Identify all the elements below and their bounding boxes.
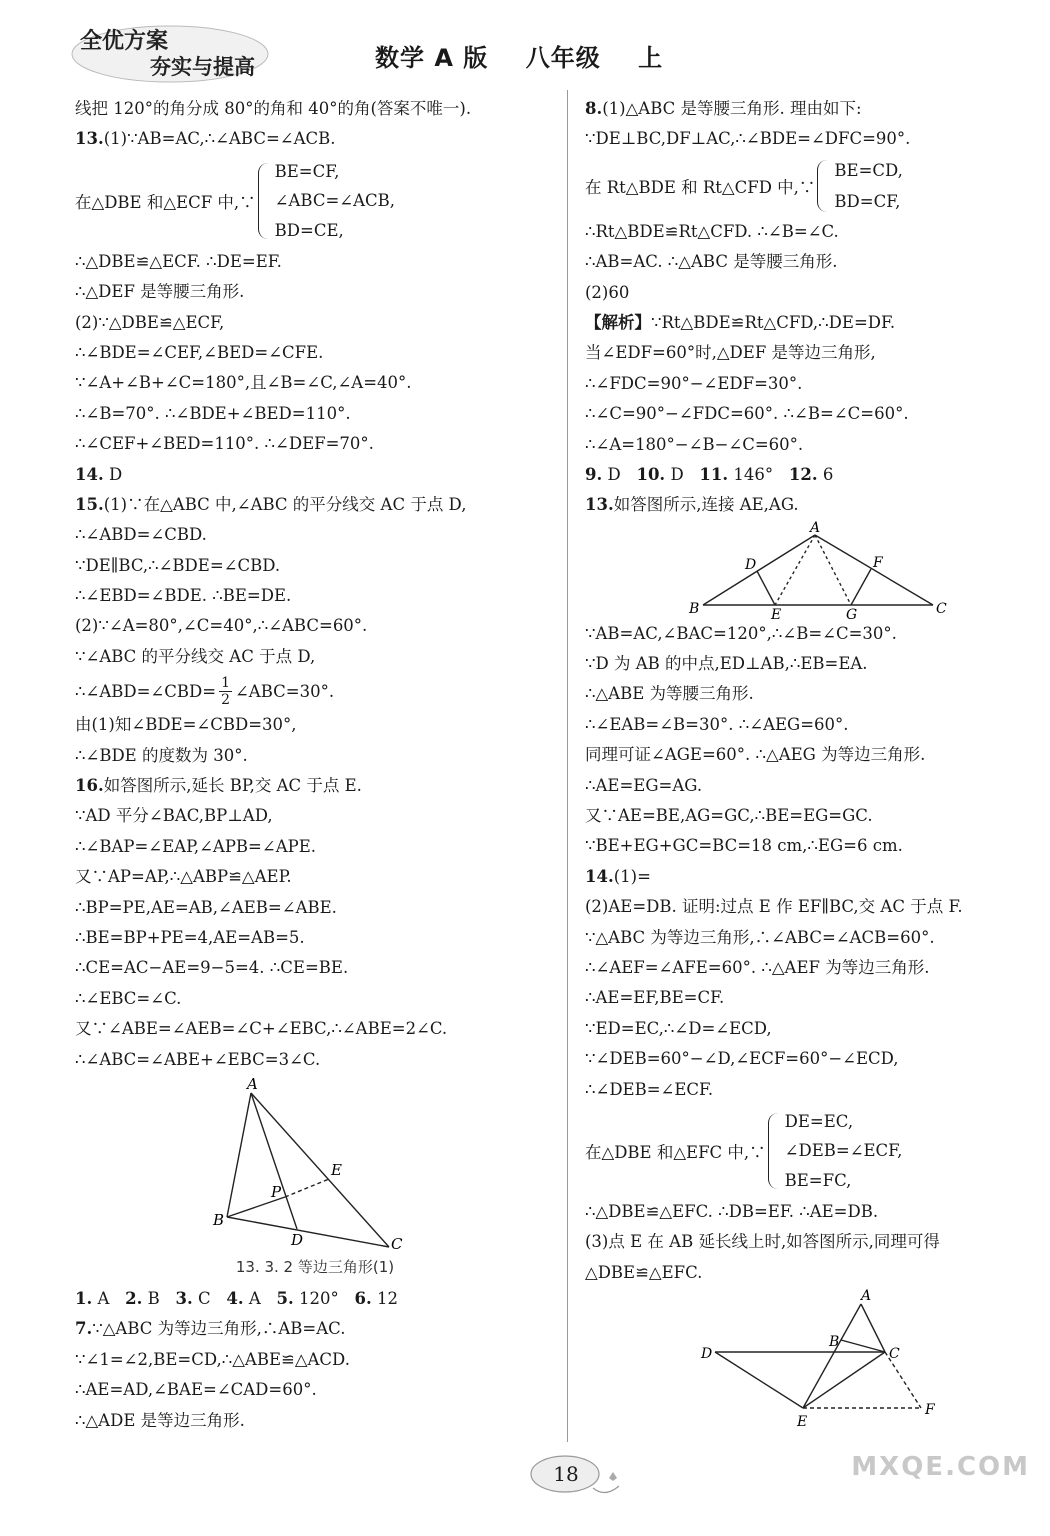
segment-de bbox=[757, 571, 775, 605]
text-line bbox=[585, 490, 1025, 520]
logo-text-1: 全优方案 bbox=[80, 29, 169, 54]
segment-ae-dashed bbox=[775, 535, 815, 605]
answer-row bbox=[75, 1284, 555, 1314]
system-row: BE=CD, bbox=[834, 160, 903, 180]
text-line: ∵D 为 AB 的中点,ED⊥AB,∴EB=EA. bbox=[585, 654, 868, 674]
system-rows bbox=[275, 157, 395, 245]
answer-text: D bbox=[108, 464, 123, 484]
text-line: ∴△DBE≌△EFC. ∴DB=EF. ∴AE=DB. bbox=[585, 1201, 879, 1221]
text-line: ∴∠BDE=∠CEF,∠BED=∠CFE. bbox=[75, 342, 324, 362]
system-lead: 在△DBE 和△ECF 中,∵ bbox=[75, 192, 256, 212]
point-label-e: E bbox=[771, 606, 782, 619]
text-line bbox=[75, 124, 555, 154]
point-label-d: D bbox=[291, 1230, 304, 1249]
text-line: (2)60 bbox=[585, 282, 630, 302]
question-number: 10. bbox=[636, 464, 666, 484]
text-line: ∴Rt△BDE≌Rt△CFD. ∴∠B=∠C. bbox=[585, 221, 839, 241]
answer-text: (1)= bbox=[613, 866, 651, 886]
page-header bbox=[70, 18, 970, 88]
question-number: 2. bbox=[125, 1288, 143, 1308]
page-number: 18 bbox=[553, 1462, 579, 1486]
text-line: ∴∠BAP=∠EAP,∠APB=∠APE. bbox=[75, 836, 317, 856]
system-rows bbox=[785, 1107, 903, 1195]
question-number: 16. bbox=[75, 776, 104, 796]
point-label-f: F bbox=[925, 1402, 935, 1419]
system-row: ∠DEB=∠ECF, bbox=[784, 1141, 903, 1161]
answer-text: A bbox=[248, 1288, 261, 1308]
question-number: 5. bbox=[276, 1288, 294, 1308]
section-title: 13. 3. 2 等边三角形(1) bbox=[235, 1257, 395, 1276]
text-line: ∴AB=AC. ∴△ABC 是等腰三角形. bbox=[585, 252, 838, 272]
text-line: ∴∠C=90°−∠FDC=60°. ∴∠B=∠C=60°. bbox=[585, 404, 909, 424]
column-divider bbox=[567, 90, 568, 1442]
text-line: ∵∠A+∠B+∠C=180°,且∠B=∠C,∠A=40°. bbox=[75, 373, 412, 393]
text-line bbox=[75, 490, 555, 520]
question-number: 13. bbox=[585, 495, 614, 515]
point-label-e: E bbox=[797, 1414, 808, 1429]
figure-q13 bbox=[585, 521, 1025, 619]
right-column bbox=[585, 94, 1025, 1428]
text-line: ∵ED=EC,∴∠D=∠ECD, bbox=[585, 1018, 772, 1038]
answer-text: 如答图所示,连接 AE,AG. bbox=[613, 495, 799, 515]
system-lead: 在 Rt△BDE 和 Rt△CFD 中,∵ bbox=[585, 177, 816, 197]
text-line bbox=[585, 94, 1025, 124]
question-number: 12. bbox=[788, 464, 818, 484]
segment-de bbox=[715, 1352, 803, 1408]
point-label-g: G bbox=[846, 606, 858, 619]
segment-ec bbox=[803, 1352, 885, 1408]
system-row: DE=EC, bbox=[784, 1111, 854, 1131]
text-line: ∴∠CEF+∠BED=110°. ∴∠DEF=70°. bbox=[75, 434, 374, 454]
text-line: ∴AE=EG=AG. bbox=[585, 775, 703, 795]
answer-text: C bbox=[198, 1288, 211, 1308]
point-label-b: B bbox=[829, 1334, 840, 1351]
text-line: ∵AB=AC,∠BAC=120°,∴∠B=∠C=30°. bbox=[585, 623, 897, 643]
answer-text: 6 bbox=[822, 464, 834, 484]
text-line bbox=[75, 1314, 555, 1344]
point-label-a: A bbox=[247, 1074, 258, 1093]
equation-system bbox=[75, 155, 555, 247]
left-brace bbox=[258, 163, 271, 239]
text-line: 同理可证∠AGE=60°. ∴△AEG 为等边三角形. bbox=[585, 745, 926, 765]
point-label-c: C bbox=[936, 600, 947, 617]
point-label-f: F bbox=[873, 554, 883, 571]
answer-text: B bbox=[147, 1288, 160, 1308]
fraction bbox=[219, 675, 232, 708]
system-row: BD=CF, bbox=[834, 191, 901, 211]
text-line: ∴∠ABD=∠CBD. bbox=[75, 525, 207, 545]
segment-bc bbox=[841, 1340, 885, 1352]
point-label-d: D bbox=[701, 1346, 713, 1363]
figure-q16 bbox=[75, 1075, 555, 1250]
logo-text-2: 夯实与提高 bbox=[150, 55, 255, 79]
text-line: ∴△DBE≌△ECF. ∴DE=EF. bbox=[75, 251, 282, 271]
answer-text: 如答图所示,延长 BP,交 AC 于点 E. bbox=[103, 776, 362, 796]
point-label-e: E bbox=[331, 1160, 342, 1179]
point-label-c: C bbox=[391, 1234, 403, 1250]
point-label-b: B bbox=[689, 600, 700, 617]
answer-row bbox=[585, 460, 1025, 490]
text-line bbox=[75, 771, 555, 801]
question-number: 8. bbox=[585, 99, 603, 118]
left-brace bbox=[817, 160, 830, 212]
question-number: 15. bbox=[75, 494, 104, 514]
answer-text: D bbox=[670, 464, 684, 484]
answer-text: 146° bbox=[733, 464, 774, 484]
fraction-lead: ∴∠ABD=∠CBD= bbox=[75, 681, 217, 701]
answer-text: (1)∵AB=AC,∴∠ABC=∠ACB. bbox=[103, 129, 336, 149]
page-title: 数学 A 版 八年级 上 bbox=[375, 44, 664, 72]
point-label-b: B bbox=[213, 1210, 225, 1229]
segment-ab bbox=[227, 1093, 251, 1217]
left-brace bbox=[768, 1113, 781, 1189]
point-label-a: A bbox=[861, 1288, 872, 1305]
text-line: ∴∠DEB=∠ECF. bbox=[585, 1079, 714, 1099]
question-number: 9. bbox=[585, 464, 603, 484]
text-line: (2)AE=DB. 证明:过点 E 作 EF∥BC,交 AC 于点 F. bbox=[585, 897, 963, 917]
question-number: 3. bbox=[175, 1288, 193, 1308]
segment-pe-dashed bbox=[285, 1179, 329, 1197]
text-line: △DBE≌△EFC. bbox=[585, 1262, 703, 1282]
segment-bc bbox=[227, 1217, 389, 1247]
text-line: ∴BE=BP+PE=4,AE=AB=5. bbox=[75, 927, 305, 947]
text-line: ∴BP=PE,AE=AB,∠AEB=∠ABE. bbox=[75, 897, 337, 917]
fraction-tail: ∠ABC=30°. bbox=[234, 681, 335, 701]
text-line: ∵∠1=∠2,BE=CD,∴△ABE≌△ACD. bbox=[75, 1349, 350, 1369]
segment-ac bbox=[251, 1093, 389, 1247]
text-line: ∴∠EBD=∠BDE. ∴BE=DE. bbox=[75, 586, 292, 606]
question-number: 6. bbox=[354, 1288, 372, 1308]
fraction-numerator: 1 bbox=[221, 674, 230, 691]
text-line: (2)∵∠A=80°,∠C=40°,∴∠ABC=60°. bbox=[75, 616, 368, 636]
text-line: ∵DE⊥BC,DF⊥AC,∴∠BDE=∠DFC=90°. bbox=[585, 129, 911, 149]
question-number: 14. bbox=[75, 464, 104, 484]
analysis-tag: 【解析】 bbox=[585, 312, 651, 332]
system-lead: 在△DBE 和△EFC 中,∵ bbox=[585, 1142, 766, 1162]
text-line bbox=[585, 862, 1025, 892]
system-row: ∠ABC=∠ACB, bbox=[274, 191, 395, 211]
point-label-a: A bbox=[810, 520, 821, 536]
answer-text: 12 bbox=[377, 1288, 399, 1308]
text-line: 又∵AE=BE,AG=GC,∴BE=EG=GC. bbox=[585, 806, 873, 826]
text-line: ∵∠ABC 的平分线交 AC 于点 D, bbox=[75, 646, 316, 666]
answer-text: D bbox=[607, 464, 621, 484]
left-column bbox=[75, 94, 555, 1436]
text-line: 又∵AP=AP,∴△ABP≌△AEP. bbox=[75, 867, 292, 887]
text-line: ∴∠EAB=∠B=30°. ∴∠AEG=60°. bbox=[585, 714, 849, 734]
text-line: ∴AE=EF,BE=CF. bbox=[585, 988, 725, 1008]
text-line: ∵△ABC 为等边三角形,∴∠ABC=∠ACB=60°. bbox=[585, 927, 935, 947]
segment-ac bbox=[861, 1304, 885, 1352]
text-line: ∴△ABE 为等腰三角形. bbox=[585, 684, 754, 704]
answer-text: ∵△ABC 为等边三角形,∴AB=AC. bbox=[92, 1319, 346, 1339]
text-line: 由(1)知∠BDE=∠CBD=30°, bbox=[75, 715, 297, 735]
text-line: ∵DE∥BC,∴∠BDE=∠CBD. bbox=[75, 555, 281, 575]
system-rows bbox=[834, 156, 903, 216]
text-line: 当∠EDF=60°时,△DEF 是等边三角形, bbox=[585, 343, 876, 363]
text-line: ∴△ADE 是等边三角形. bbox=[75, 1410, 245, 1430]
answer-text: 120° bbox=[299, 1288, 339, 1308]
text-line bbox=[585, 308, 1025, 338]
text-line: ∵BE+EG+GC=BC=18 cm,∴EG=6 cm. bbox=[585, 836, 903, 856]
text-line: ∴∠FDC=90°−∠EDF=30°. bbox=[585, 373, 803, 393]
point-label-p: P bbox=[271, 1182, 282, 1201]
point-label-d: D bbox=[745, 556, 757, 573]
text-line: ∴△DEF 是等腰三角形. bbox=[75, 282, 245, 302]
text-line: (2)∵△DBE≌△ECF, bbox=[75, 312, 225, 332]
question-number: 11. bbox=[699, 464, 729, 484]
answer-text: (1)△ABC 是等腰三角形. 理由如下: bbox=[602, 99, 862, 118]
text-line: ∴∠BDE 的度数为 30°. bbox=[75, 745, 248, 765]
text-line: (3)点 E 在 AB 延长线上时,如答图所示,同理可得 bbox=[585, 1232, 940, 1252]
system-row: BD=CE, bbox=[274, 220, 344, 240]
question-number: 14. bbox=[585, 866, 614, 886]
question-number: 4. bbox=[226, 1288, 244, 1308]
equation-system bbox=[585, 1105, 1025, 1197]
text-line: ∴CE=AC−AE=9−5=4. ∴CE=BE. bbox=[75, 958, 349, 978]
text-line: 线把 120°的角分成 80°的角和 40°的角(答案不唯一). bbox=[75, 99, 472, 118]
watermark: MXQE.COM bbox=[851, 1452, 1030, 1482]
segment-ad bbox=[251, 1093, 297, 1229]
answer-text: A bbox=[97, 1288, 110, 1308]
question-number: 7. bbox=[75, 1319, 93, 1339]
segment-fg bbox=[851, 569, 871, 605]
point-label-c: C bbox=[889, 1346, 900, 1363]
system-row: BE=FC, bbox=[784, 1170, 852, 1190]
answer-text: ∵Rt△BDE≌Rt△CFD,∴DE=DF. bbox=[651, 312, 896, 332]
series-logo bbox=[70, 18, 280, 86]
text-line: ∴AE=AD,∠BAE=∠CAD=60°. bbox=[75, 1380, 317, 1400]
question-number: 13. bbox=[75, 129, 104, 149]
text-line: 又∵∠ABE=∠AEB=∠C+∠EBC,∴∠ABE=2∠C. bbox=[75, 1019, 448, 1039]
text-line: ∴∠AEF=∠AFE=60°. ∴△AEF 为等边三角形. bbox=[585, 957, 930, 977]
system-row: BE=CF, bbox=[274, 161, 340, 181]
text-line: ∵∠DEB=60°−∠D,∠ECF=60°−∠ECD, bbox=[585, 1049, 899, 1069]
fraction-line bbox=[75, 672, 555, 710]
fraction-denominator: 2 bbox=[221, 691, 230, 708]
equation-system bbox=[585, 155, 1025, 217]
segment-ba bbox=[703, 535, 815, 605]
text-line: ∴∠A=180°−∠B−∠C=60°. bbox=[585, 434, 804, 454]
text-line bbox=[75, 460, 555, 490]
text-line: ∴∠ABC=∠ABE+∠EBC=3∠C. bbox=[75, 1049, 321, 1069]
text-line: ∴∠EBC=∠C. bbox=[75, 988, 182, 1008]
text-line: ∴∠B=70°. ∴∠BDE+∠BED=110°. bbox=[75, 403, 351, 423]
text-line: ∵AD 平分∠BAC,BP⊥AD, bbox=[75, 806, 273, 826]
answer-text: (1)∵在△ABC 中,∠ABC 的平分线交 AC 于点 D, bbox=[103, 494, 467, 514]
question-number: 1. bbox=[75, 1288, 93, 1308]
segment-ea bbox=[803, 1304, 861, 1408]
figure-q14 bbox=[585, 1288, 1025, 1428]
